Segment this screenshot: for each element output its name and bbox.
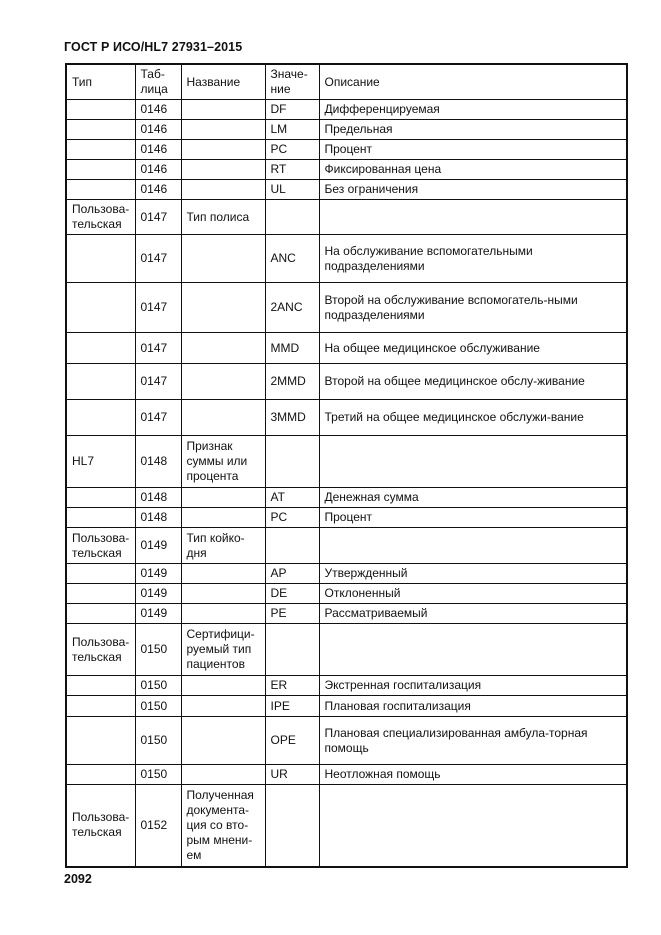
cell-type: Пользова-тельская	[66, 200, 135, 235]
cell-table: 0146	[135, 180, 181, 200]
cell-table: 0147	[135, 400, 181, 436]
cell-value: ANC	[265, 235, 319, 283]
cell-name: Тип полиса	[181, 200, 265, 235]
cell-type: HL7	[66, 436, 135, 488]
cell-type	[66, 696, 135, 717]
cell-description: Второй на общее медицинское обслу-живание	[319, 364, 627, 400]
cell-name	[181, 604, 265, 624]
cell-table: 0150	[135, 765, 181, 785]
cell-value: RT	[265, 160, 319, 180]
table-row	[66, 283, 627, 333]
cell-value	[265, 624, 319, 676]
table-row	[66, 120, 627, 140]
cell-value	[265, 528, 319, 564]
cell-table: 0146	[135, 140, 181, 160]
cell-name	[181, 717, 265, 765]
cell-type	[66, 488, 135, 508]
table-row	[66, 584, 627, 604]
table-row	[66, 508, 627, 528]
cell-value: 2MMD	[265, 364, 319, 400]
cell-description: Без ограничения	[319, 180, 627, 200]
cell-name	[181, 765, 265, 785]
cell-table: 0148	[135, 508, 181, 528]
table-row	[66, 160, 627, 180]
cell-type	[66, 120, 135, 140]
cell-name	[181, 180, 265, 200]
cell-table: 0147	[135, 333, 181, 364]
cell-name	[181, 120, 265, 140]
cell-value: LM	[265, 120, 319, 140]
cell-type	[66, 100, 135, 120]
cell-type	[66, 604, 135, 624]
cell-description: Плановая специализированная амбула-торная помощь	[319, 717, 627, 765]
table-row	[66, 765, 627, 785]
cell-description: Плановая госпитализация	[319, 696, 627, 717]
cell-name	[181, 696, 265, 717]
cell-name: Сертифици-руемый тип пациентов	[181, 624, 265, 676]
cell-description: Утвержденный	[319, 564, 627, 584]
cell-table: 0146	[135, 160, 181, 180]
cell-name	[181, 676, 265, 696]
cell-name	[181, 235, 265, 283]
table-body	[66, 100, 627, 867]
table-row	[66, 436, 627, 488]
header-description: Описание	[319, 64, 627, 100]
cell-table: 0149	[135, 564, 181, 584]
cell-description: Экстренная госпитализация	[319, 676, 627, 696]
cell-table: 0150	[135, 676, 181, 696]
cell-description	[319, 200, 627, 235]
cell-value: MMD	[265, 333, 319, 364]
table-row	[66, 624, 627, 676]
cell-value: PC	[265, 140, 319, 160]
cell-type: Пользова-тельская	[66, 785, 135, 867]
table-row	[66, 400, 627, 436]
cell-value: 3MMD	[265, 400, 319, 436]
table-row	[66, 488, 627, 508]
cell-name: Тип койко-дня	[181, 528, 265, 564]
cell-description: Денежная сумма	[319, 488, 627, 508]
cell-name	[181, 508, 265, 528]
cell-table: 0152	[135, 785, 181, 867]
cell-table: 0147	[135, 235, 181, 283]
cell-type	[66, 765, 135, 785]
cell-value: DE	[265, 584, 319, 604]
cell-type	[66, 235, 135, 283]
cell-value: 2ANC	[265, 283, 319, 333]
cell-name	[181, 140, 265, 160]
cell-name	[181, 564, 265, 584]
cell-name: Полученная документа-ция со вто-рым мнени-ем	[181, 785, 265, 867]
cell-type	[66, 400, 135, 436]
cell-type	[66, 333, 135, 364]
cell-table: 0148	[135, 436, 181, 488]
cell-value	[265, 436, 319, 488]
cell-type	[66, 283, 135, 333]
cell-table: 0146	[135, 100, 181, 120]
cell-type	[66, 140, 135, 160]
table-row	[66, 180, 627, 200]
table-row	[66, 785, 627, 867]
cell-name	[181, 364, 265, 400]
cell-description	[319, 436, 627, 488]
cell-description	[319, 624, 627, 676]
cell-type: Пользова-тельская	[66, 624, 135, 676]
cell-type	[66, 508, 135, 528]
cell-table: 0147	[135, 200, 181, 235]
cell-name	[181, 160, 265, 180]
header-name: Название	[181, 64, 265, 100]
cell-value: OPE	[265, 717, 319, 765]
table-row	[66, 717, 627, 765]
value-table	[65, 63, 628, 868]
table-row	[66, 235, 627, 283]
cell-description: Неотложная помощь	[319, 765, 627, 785]
cell-description: Процент	[319, 140, 627, 160]
cell-name	[181, 584, 265, 604]
cell-description: Фиксированная цена	[319, 160, 627, 180]
cell-table: 0150	[135, 624, 181, 676]
cell-name	[181, 100, 265, 120]
header-value: Значе- ние	[265, 64, 319, 100]
cell-value: AP	[265, 564, 319, 584]
table-row	[66, 140, 627, 160]
page-number: 2092	[64, 872, 92, 886]
table-row	[66, 364, 627, 400]
cell-value: DF	[265, 100, 319, 120]
cell-value: PC	[265, 508, 319, 528]
table-row	[66, 200, 627, 235]
table-row	[66, 564, 627, 584]
document-header: ГОСТ Р ИСО/HL7 27931–2015	[64, 40, 243, 54]
cell-value: UR	[265, 765, 319, 785]
header-type: Тип	[66, 64, 135, 100]
cell-description	[319, 785, 627, 867]
cell-table: 0150	[135, 696, 181, 717]
table-row	[66, 696, 627, 717]
cell-type	[66, 717, 135, 765]
cell-table: 0148	[135, 488, 181, 508]
cell-description: Дифференцируемая	[319, 100, 627, 120]
cell-description: На обслуживание вспомогательными подразделениями	[319, 235, 627, 283]
cell-value	[265, 200, 319, 235]
cell-type	[66, 180, 135, 200]
table-row	[66, 676, 627, 696]
cell-type	[66, 160, 135, 180]
table-row	[66, 333, 627, 364]
cell-type: Пользова-тельская	[66, 528, 135, 564]
cell-description: Предельная	[319, 120, 627, 140]
cell-table: 0149	[135, 528, 181, 564]
cell-name	[181, 488, 265, 508]
cell-description: Процент	[319, 508, 627, 528]
cell-table: 0147	[135, 283, 181, 333]
table-row	[66, 100, 627, 120]
cell-type	[66, 364, 135, 400]
cell-name	[181, 283, 265, 333]
cell-value: ER	[265, 676, 319, 696]
cell-name: Признак суммы или процента	[181, 436, 265, 488]
table-header-row	[66, 64, 627, 100]
cell-value: UL	[265, 180, 319, 200]
cell-description: Рассматриваемый	[319, 604, 627, 624]
cell-description: Второй на обслуживание вспомогатель-ными подразделениями	[319, 283, 627, 333]
cell-description: На общее медицинское обслуживание	[319, 333, 627, 364]
cell-type	[66, 584, 135, 604]
cell-table: 0146	[135, 120, 181, 140]
cell-description	[319, 528, 627, 564]
cell-name	[181, 400, 265, 436]
cell-table: 0147	[135, 364, 181, 400]
cell-description: Отклоненный	[319, 584, 627, 604]
cell-type	[66, 676, 135, 696]
cell-description: Третий на общее медицинское обслужи-вание	[319, 400, 627, 436]
header-table: Таб- лица	[135, 64, 181, 100]
cell-value: PE	[265, 604, 319, 624]
cell-table: 0149	[135, 604, 181, 624]
cell-type	[66, 564, 135, 584]
table-row	[66, 604, 627, 624]
table-row	[66, 528, 627, 564]
cell-name	[181, 333, 265, 364]
cell-table: 0150	[135, 717, 181, 765]
cell-value: AT	[265, 488, 319, 508]
cell-value: IPE	[265, 696, 319, 717]
cell-table: 0149	[135, 584, 181, 604]
cell-value	[265, 785, 319, 867]
